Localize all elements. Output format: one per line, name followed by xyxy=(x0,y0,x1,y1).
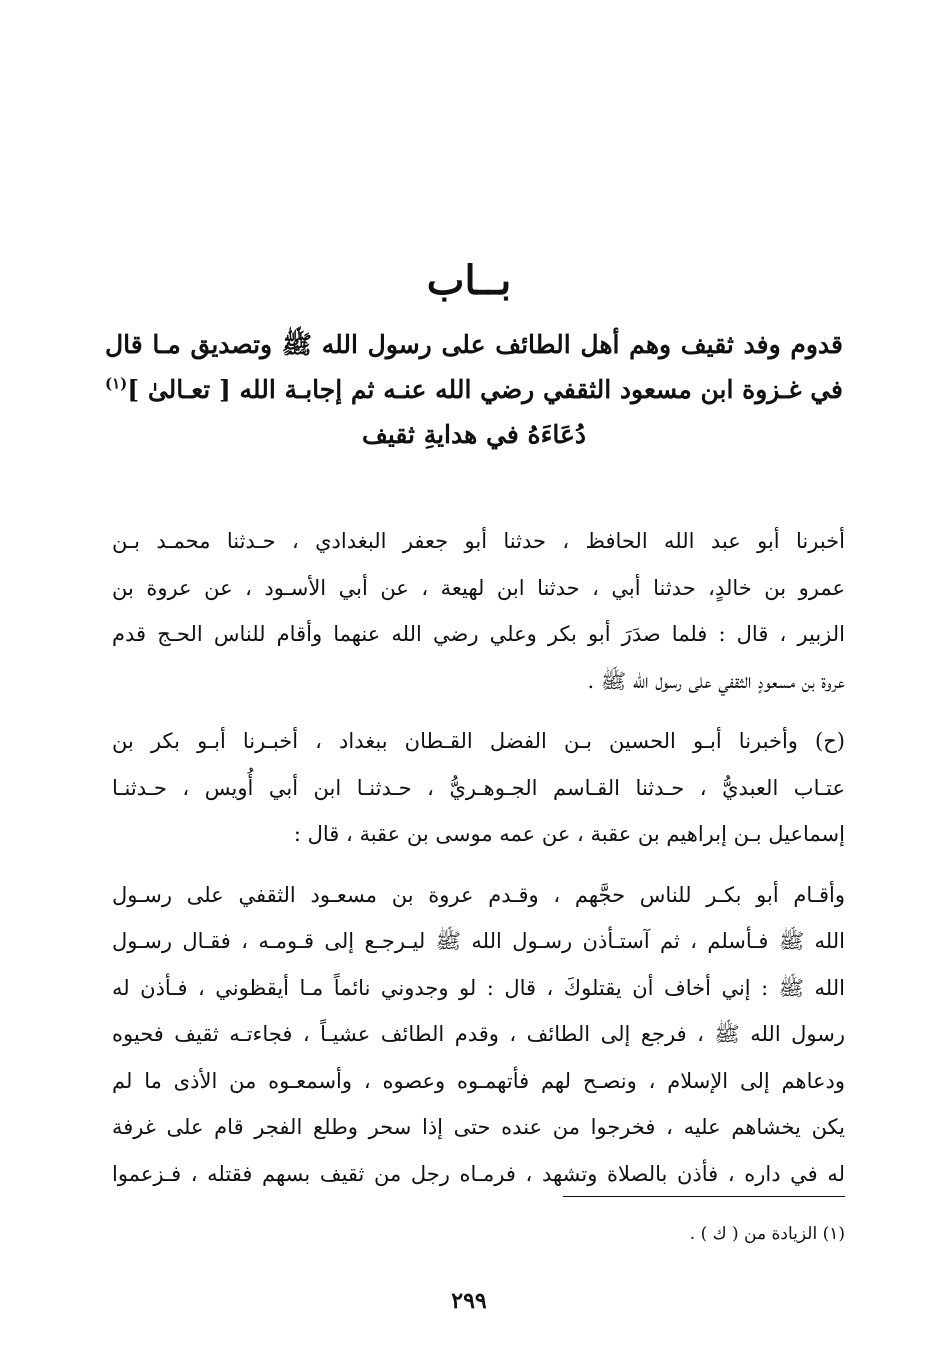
page-number: ٢٩٩ xyxy=(451,1288,487,1314)
text-line: له في داره ، فأذن بالصلاة وتشهد ، فرمـاه رجل من ثقيف بسهم فقتله ، فـزعموا xyxy=(112,1161,845,1186)
footnote-divider xyxy=(563,1196,845,1197)
title-line-1: قدوم وفد ثقيف وهم أهل الطائف على رسول الله ﷺ وتصديق مـا قال xyxy=(105,330,843,359)
title-line-2 xyxy=(105,367,843,412)
text-line: عتـاب العبديُّ ، حـدثنا القـاسم الجـوهـريُّ ، حـدثنـا ابن أبي أُويس ، حـدثنـا xyxy=(112,775,845,800)
text-line: رسول الله ﷺ ، فرجع إلى الطائف ، وقدم الطائف عشيـاً ، فجاءتـه ثقيف فحيوه xyxy=(112,1022,845,1046)
chapter-title xyxy=(105,322,843,457)
text-line: عروة بن مسعودٍ الثقفي على رسول الله ﷺ . xyxy=(587,668,845,693)
title-line-2-text: في غـزوة ابن مسعود الثقفي رضي الله عنـه ثم إجابـة الله [ تعـالىٰ ] xyxy=(127,375,843,404)
footnote: (١) الزيادة من ( ك ) . xyxy=(689,1224,845,1244)
paragraph-2 xyxy=(112,718,845,858)
text-line: وأقـام أبو بكـر للناس حجَّهم ، وقـدم عروة بن مسعـود الثقفي على رسـول xyxy=(112,882,845,907)
text-line: الزبير ، قال : فلما صدَرَ أبو بكر وعلي رضي الله عنهما وأقام للناس الحـج قدم xyxy=(112,622,845,646)
footnote-reference: (١) xyxy=(105,374,128,393)
paragraph-3 xyxy=(112,872,845,1198)
title-line-3: دُعَاءَهُ في هدايةِ ثقيف xyxy=(361,420,587,449)
paragraph-1 xyxy=(112,518,845,704)
text-line: إسماعيل بـن إبراهيم بن عقبة ، عن عمه موسى بن عقبة ، قال : xyxy=(293,822,845,846)
text-line: (ح) وأخبرنا أبـو الحسين بـن الفضل القـطان ببغداد ، أخبـرنا أبـو بكر بن xyxy=(112,729,845,753)
text-line: يكن يخشاهم عليه ، فخرجوا من عنده حتى إذا سحر وطلع الفجر قام على غرفة xyxy=(112,1115,845,1139)
text-line: الله ﷺ فـأسلم ، ثم آستـأذن رسـول الله ﷺ ليـرجـع إلى قـومـه ، فقـال رسـول xyxy=(112,929,845,953)
chapter-heading: بــاب xyxy=(426,257,512,304)
text-line: الله ﷺ : إني أخاف أن يقتلوكَ ، قال : لو وجدوني نائماً مـا أيقظوني ، فـأذن له xyxy=(112,975,845,1000)
text-line: ودعاهم إلى الإسلام ، ونصـح لهم فأتهمـوه وعصوه ، وأسمعـوه من الأذى ما لم xyxy=(112,1068,845,1093)
body-text xyxy=(112,518,845,1211)
text-line: عمرو بن خالدٍ، حدثنا أبي ، حدثنا ابن لهيعة ، عن أبي الأسـود ، عن عروة بن xyxy=(112,575,845,600)
text-line: أخبرنا أبو عبد الله الحافظ ، حدثنا أبو جعفر البغدادي ، حـدثنا محمـد بـن xyxy=(112,529,845,553)
